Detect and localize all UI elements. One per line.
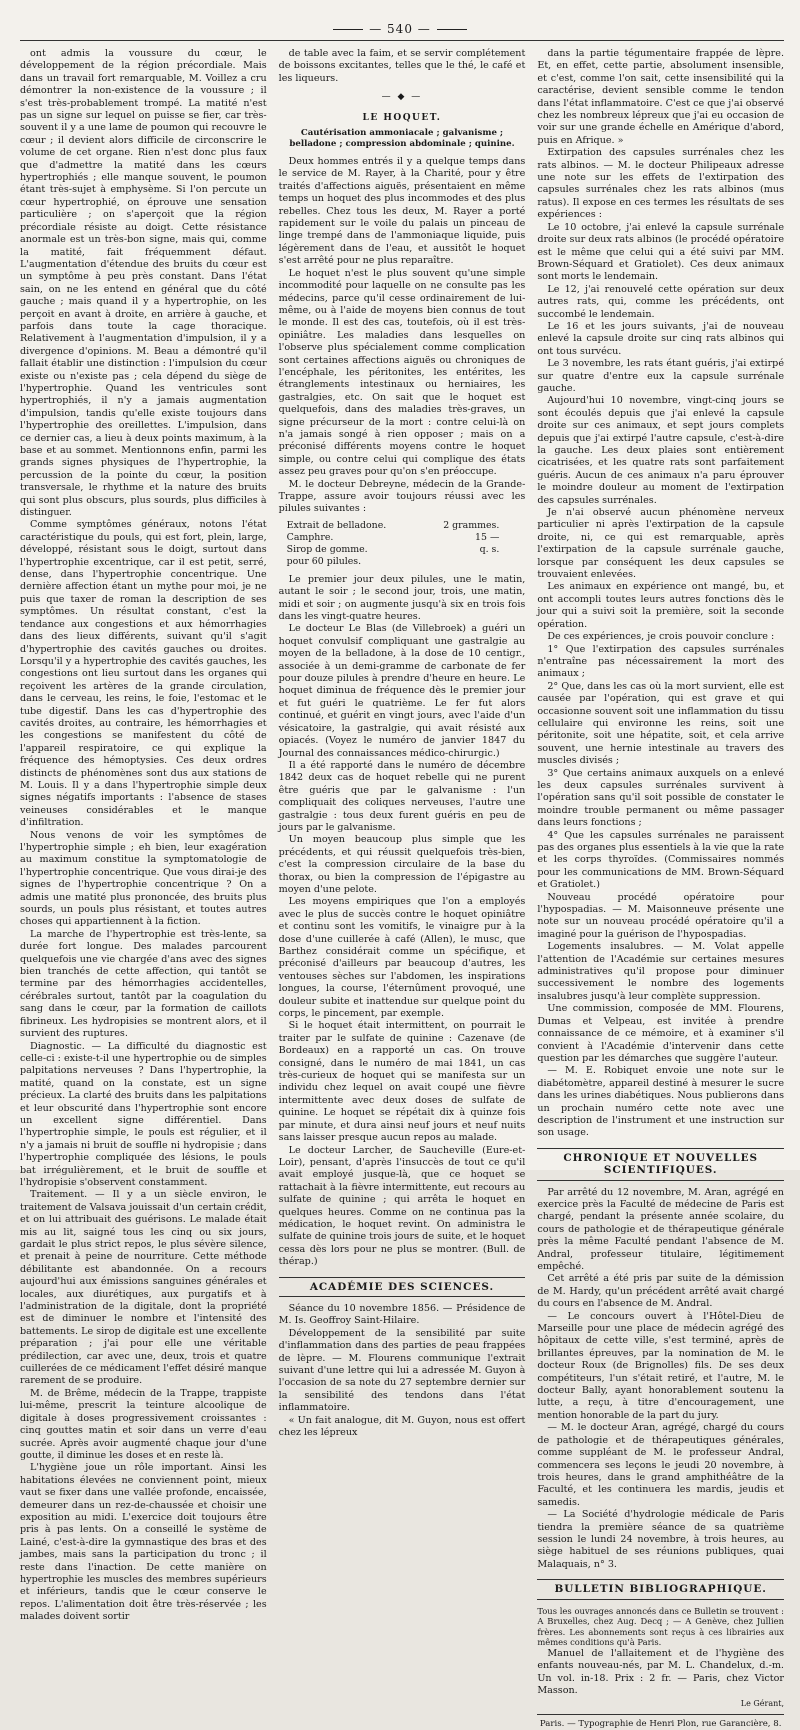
section-title-academie: ACADÉMIE DES SCIENCES.	[279, 1277, 526, 1297]
paragraph: L'hygiène joue un rôle important. Ainsi les habitations élevées ne conviennent point, mieux vaut se fixer dans une vallée profonde, encaissée, demeurer dans un rez-de-chaussée et choisir une exposition au midi. L'exercice doit toujours être pris à pas lents. On a conseillé le système de Lainé, c'est-à-dire la gymnastique des bras et des jambes, mais sans la participation du tronc ; il reste dans l'inaction. De cette manière on hypertrophie les muscles des membres supérieurs et inférieurs, tandis que le cœur conserve le repos. L'alimentation doit être très-réservée ; les malades doivent sortir	[20, 1462, 267, 1623]
paragraph: La marche de l'hypertrophie est très-lente, sa durée fort longue. Des malades parcourent quelquefois une vie chargée d'ans avec des signes bien tranchés de cette affection, qui tantôt se termine par des hémorrhagies accidentelles, cérébrales surtout, tantôt par la coagulation du sang dans le cœur, par la formation de caillots fibrineux. Les hydropisies se montrent alors, et il survient des ruptures.	[20, 928, 267, 1040]
paragraph: Comme symptômes généraux, notons l'état caractéristique du pouls, qui est fort, plein, large, développé, résistant sous le doigt, surtout dans l'hypertrophie excentrique, car il est petit, serré, dense, dans l'hypertrophie concentrique. Une dernière affection étant un mythe pour moi, je ne puis que taxer de roman la description de ses symptômes. Un résultat constant, c'est la tendance aux congestions et aux hémorrhagies dans des lieux différents, suivant qu'il s'agit d'hypertrophie des cavités gauches ou droites. Lorsqu'il y a hypertrophie des cavités gauches, les congestions ont lieu surtout dans les organes qui reçoivent les artères de la grande circulation, dans le cerveau, les reins, le foie, l'estomac et le tube digestif. Dans les cas d'hypertrophie des cavités droites, au contraire, les hémorrhagies et les congestions se manifestent du côté de l'appareil respiratoire, ce qui explique la fréquence des hémoptysies. Ces deux ordres distincts de phénomènes sont dus aux stations de M. Louis. Il y a dans l'hypertrophie simple deux signes négatifs importants : l'absence de stases veineuses considérables et le manque d'infiltration.	[20, 519, 267, 829]
academy-quote: « Un fait analogue, dit M. Guyon, nous est offert chez les lépreux	[278, 1414, 526, 1439]
column-middle	[279, 48, 526, 1730]
news-item: — M. le docteur Aran, agrégé, chargé du cours de pathologie et de thérapeutiques générales, comme suppléant de M. le professeur Andral, commencera ses leçons le jeudi 20 novembre, à trois heures, dans le grand amphithéâtre de la Faculté, et les continuera les mardis, jeudis et samedis.	[537, 1422, 784, 1508]
paragraph: 4° Que les capsules surrénales ne paraissent pas des organes plus essentiels à la vie que la rate et les corps thyroïdes. (Commissaires nommés pour les communications de MM. Brown-Séquard et Gratiolet.)	[537, 829, 784, 891]
recipe-item: pour 60 pilules.	[286, 555, 362, 567]
paragraph: Le 10 octobre, j'ai enlevé la capsule surrénale droite sur deux rats albinos (le procédé opératoire est le même que celui qui a été suivi par MM. Brown-Séquard et Gratiolet). Ces deux animaux sont morts le lendemain.	[537, 221, 784, 283]
column-right	[537, 48, 784, 1730]
recipe-item: Sirop de gomme.	[286, 543, 368, 555]
paragraph: Je n'ai observé aucun phénomène nerveux particulier ni après l'extirpation de la capsule droite, ni, ce qui est remarquable, après l'extirpation de la capsule surrénale gauche, lorsque par conséquent les deux capsules se trouvaient enlevées.	[537, 507, 784, 581]
recipe-qty: q. s.	[479, 543, 500, 555]
section-title-hoquet: LE HOQUET.	[362, 112, 442, 123]
news-item: — Le concours ouvert à l'Hôtel-Dieu de Marseille pour une place de médecin agrégé des hôpitaux de cette ville, s'est terminé, après de brillantes épreuves, par la nomination de M. le docteur Roux (de Brignolles) fils. De ses deux compétiteurs, l'un s'était retiré, et l'autre, M. le docteur Bally, ayant honorablement soutenu la lutte, a reçu, à titre d'encouragement, une mention honorable de la part du jury.	[537, 1310, 784, 1421]
paragraph: Le 3 novembre, les rats étant guéris, j'ai extirpé sur quatre d'entre eux la capsule surrénale gauche.	[537, 358, 784, 394]
paragraph: Le hoquet n'est le plus souvent qu'une simple incommodité pour laquelle on ne consulte pas les médecins, parce qu'il cesse ordinairement de lui-même, ou à l'aide de moyens bien connus de tout le monde. Il est des cas, toutefois, où il est très-opiniâtre. Les maladies dans lesquelles on l'observe plus spécialement comme complication sont certaines affections aiguës ou chroniques de l'encéphale, les péritonites, les entérites, les étranglements intestinaux ou herniaires, les gastralgies, etc. On sait que le hoquet est quelquefois, dans des maladies très-graves, un signe précurseur de la mort : contre celui-là on n'a jamais songé à rien opposer ; mais on a préconisé différents moyens contre le hoquet simple, ou contre celui qui complique des états assez peu graves pour qu'on s'en préoccupe.	[278, 267, 526, 478]
academy-session: Séance du 10 novembre 1856. — Présidence de M. Is. Geoffroy Saint-Hilaire.	[278, 1302, 526, 1327]
paragraph: Le 16 et les jours suivants, j'ai de nouveau enlevé la capsule droite sur cinq rats albinos qui ont tous survécu.	[537, 320, 784, 357]
paragraph: Les moyens empiriques que l'on a employés avec le plus de succès contre le hoquet opiniâtre et continu sont les vomitifs, le vinaigre pur à la dose d'une cuillerée à café (Allen), le musc, que Barthez considérait comme un spécifique, et préconisé d'ailleurs par beaucoup d'autres, les ventouses sèches sur l'abdomen, les inspirations longues, la course, l'éternûment provoqué, une douleur subite et inattendue sur quelque point du corps, le pincement, par exemple.	[278, 896, 526, 1020]
paragraph: 2° Que, dans les cas où la mort survient, elle est causée par l'opération, qui est grave et qui occasionne souvent soit une inflammation du tissu cellulaire qui environne les reins, soit une péritonite, soit une hépatite, soit, et cela arrive souvent, une hernie intestinale au travers des muscles divisés ;	[537, 680, 784, 767]
header-rule	[20, 40, 784, 41]
paragraph: Si le hoquet était intermittent, on pourrait le traiter par le sulfate de quinine : Cazenave (de Bordeaux) en a rapporté un cas. On trouve consigné, dans le numéro de mai 1841, un cas très-curieux de hoquet qui se manifesta sur un individu chez lequel on avait coupé une fièvre intermittente avec deux doses de sulfate de quinine. Le hoquet se répétait dix à quinze fois par minute, et dura ainsi neuf jours et neuf nuits sans laisser presque aucun repos au malade.	[278, 1020, 526, 1144]
paragraph: Logements insalubres. — M. Volat appelle l'attention de l'Académie sur certaines mesures administratives qu'il propose pour diminuer successivement le nombre des logements insalubres jusqu'à leur complète suppression.	[537, 941, 784, 1002]
paragraph: Une commission, composée de MM. Flourens, Dumas et Velpeau, est invitée à prendre connaissance de ce mémoire, et à examiner s'il convient à l'Académie d'intervenir dans cette question par les démarches que suggère l'auteur.	[537, 1003, 784, 1064]
paragraph: Deux hommes entrés il y a quelque temps dans le service de M. Rayer, à la Charité, pour y être traités d'affections aiguës, présentaient en même temps un hoquet des plus incommodes et des plus rebelles. Chez tous les deux, M. Rayer a porté rapidement sur le voile du palais un pinceau de linge trempé dans de l'ammoniaque liquide, puis légèrement dans de l'eau, et aussitôt le hoquet s'est arrêté pour ne plus reparaître.	[278, 156, 526, 267]
paragraph: Il a été rapporté dans le numéro de décembre 1842 deux cas de hoquet rebelle qui ne purent être guéris que par le galvanisme : l'un compliquait des coliques nerveuses, l'autre une gastralgie : tous deux furent guéris en peu de jours par le galvanisme.	[278, 759, 526, 833]
paragraph: Le docteur Larcher, de Saucheville (Eure-et-Loir), pensant, d'après l'insuccès de tout ce qu'il avait employé jusque-là, que ce hoquet se rattachait à la fièvre intermittente, eut recours au sulfate de quinine ; qui arrêta le hoquet en quelques heures. Comme on ne continua pas la médication, le hoquet revint. On administra le sulfate de quinine trois jours de suite, et le hoquet cessa dès lors pour ne plus se montrer. (Bull. de thérap.)	[278, 1144, 526, 1268]
gerant-signature: Le Gérant,	[740, 1698, 784, 1708]
recipe-line	[287, 532, 526, 544]
recipe-item: Camphre.	[286, 531, 334, 543]
paragraph: Le docteur Le Blas (de Villebroek) a guéri un hoquet convulsif compliquant une gastralgie au moyen de la belladone, à la dose de 10 centigr., associée à un demi-gramme de carbonate de fer pour douze pilules à prendre d'heure en heure. Le hoquet diminua de fréquence dès le premier jour et fut guéri le quatrième. Le fer fut alors continué, et guérit en vingt jours, avec l'aide d'un vésicatoire, la gastralgie, qui avait résisté aux opiacés. (Voyez le numéro de janvier 1847 du Journal des connaissances médico-chirurgic.)	[278, 623, 526, 759]
page-number: — 540 —	[0, 22, 800, 36]
paragraph: Diagnostic. — La difficulté du diagnostic est celle-ci : existe-t-il une hypertrophie ou de simples palpitations nerveuses ? Dans l'hypertrophie, la matité, quand on la constate, est un signe précieux. La clarté des bruits dans les palpitations et leur obscurité dans l'hypertrophie sont encore un excellent signe différentiel. Dans l'hypertrophie simple, le pouls est régulier, et il n'y a jamais ni bruit de souffle ni hydropisie ; dans l'hypertrophie compliquée des lésions, le pouls bat irrégulièrement, et le bruit de souffle et l'hydropisie s'observent constamment.	[20, 1040, 267, 1188]
bulletin-note: Tous les ouvrages annoncés dans ce Bulletin se trouvent : A Bruxelles, chez Aug. Decq ; — A Genève, chez Jullien frères. Les abonnements sont reçus à ces librairies aux mêmes conditions qu'à Paris.	[537, 1605, 784, 1648]
hoquet-intro: de table avec la faim, et se servir complétement de boissons excitantes, telles que le thé, le café et les liqueurs.	[278, 48, 526, 84]
recipe-line	[287, 544, 526, 556]
section-subtitle-hoquet: Cautérisation ammoniacale ; galvanisme ; belladone ; compression abdominale ; quinine.	[289, 128, 515, 150]
recipe-qty: 2 grammes.	[443, 519, 500, 531]
column-left	[20, 48, 267, 1730]
paragraph: Un moyen beaucoup plus simple que les précédents, et qui réussit quelquefois très-bien, c'est la compression circulaire de la base du thorax, ou bien la compression de l'épigastre au moyen d'une pelote.	[278, 834, 526, 895]
paragraph: Aujourd'hui 10 novembre, vingt-cinq jours se sont écoulés depuis que j'ai enlevé la capsule droite sur ces animaux, et sept jours complets depuis que j'ai extirpé l'autre capsule, c'est-à-dire la gauche. Les deux plaies sont entièrement cicatrisées, et les quatre rats sont parfaitement guéris. Aucun de ces animaux n'a paru éprouver le moindre douleur au moment de l'extirpation des capsules surrénales.	[537, 395, 784, 506]
news-item: Par arrêté du 12 novembre, M. Aran, agrégé en exercice près la Faculté de médecine de Paris est chargé, pendant la présente année scolaire, du cours de pathologie et de thérapeutique générale près la même Faculté pendant l'absence de M. Andral, professeur titulaire, légitimement empêché.	[537, 1186, 784, 1272]
paragraph: De ces expériences, je crois pouvoir conclure :	[547, 631, 775, 643]
paragraph: ont admis la voussure du cœur, le développement de la région précordiale. Mais dans un travail fort remarquable, M. Voillez a cru démontrer la non-existence de la voussure ; il s'est très-probablement trompé. La matité n'est pas un signe sur lequel on puisse se fier, car très-souvent il y a une lame de poumon qui recouvre le cœur ; il devient alors difficile de circonscrire le volume de cet organe. Rien n'est donc plus faux que d'admettre la matité dans les cœurs hypertrophiés ; elle manque souvent, le poumon étant très-sujet à emphysème. Si l'on percute un cœur hypertrophié, on éprouve une sensation particulière ; on s'aperçoit que la région précordiale résiste au doigt. Cette résistance anormale est un très-bon signe, mais qui, comme la matité, fait fréquemment défaut. L'augmentation d'étendue des bruits du cœur est un symptôme à peu près constant. Dans l'état sain, on ne les entend en général que du côté gauche ; mais quand il y a hypertrophie, on les perçoit en avant à droite, en arrière à gauche, et parfois dans toute la cage thoracique. Relativement à l'augmentation d'impulsion, il y a divergence d'opinions. M. Beau a démontré qu'il fallait établir une distinction : l'impulsion du cœur existe ou n'existe pas ; cela dépend du siège de l'hypertrophie. Quand les ventricules sont hypertrophiés, il n'y a jamais augmentation d'impulsion, tandis qu'elle existe toujours dans l'hypertrophie des oreillettes. L'impulsion, dans ce dernier cas, a lieu à deux points maximum, à la base et au sommet. Mentionnons enfin, parmi les grands signes physiques de l'hypertrophie, la percussion de la pointe du cœur, la position transversale, le rhythme et la nature des bruits qui sont plus obscurs, plus sourds, plus difficiles à distinguer.	[20, 48, 267, 519]
news-item: Cet arrêté a été pris par suite de la démission de M. Hardy, qu'un précédent arrêté avait chargé du cours en l'absence de M. Andral.	[537, 1273, 784, 1310]
recipe	[287, 520, 526, 568]
paragraph: Les animaux en expérience ont mangé, bu, et ont accompli toutes leurs autres fonctions dès le jour qui a suivi soit la première, soit la seconde opération.	[537, 581, 784, 630]
paragraph: Le 12, j'ai renouvelé cette opération sur deux autres rats, qui, comme les précédents, ont succombé le lendemain.	[537, 283, 784, 320]
paragraph: Le premier jour deux pilules, une le matin, autant le soir ; le second jour, trois, une matin, midi et soir ; on augmente jusqu'à six en trois fois dans les vingt-quatre heures.	[278, 573, 526, 623]
paragraph: dans la partie tégumentaire frappée de lèpre. Et, en effet, cette partie, absolument insensible, et c'est, comme l'on sait, cette insensibilité qui la caractérise, devient sensible comme le tendon dans l'état inflammatoire. C'est ce que j'ai observé chez les nombreux lépreux que j'ai eu occasion de voir sur une grande échelle en Amérique d'abord, puis en Afrique. »	[537, 48, 784, 146]
bulletin-entry: Manuel de l'allaitement et de l'hygiène des enfants nouveau-nés, par M. L. Chandelux, d.-m. Un vol. in-18. Prix : 2 fr. — Paris, chez Victor Masson.	[537, 1647, 784, 1697]
printer-line: Paris. — Typographie de Henri Plon, rue Garancière, 8.	[537, 1714, 784, 1730]
paragraph: Nouveau procédé opératoire pour l'hypospadias. — M. Maisonneuve présente une note sur un nouveau procédé opératoire qu'il a imaginé pour la guérison de l'hypospadias.	[537, 891, 784, 940]
recipe-line	[287, 556, 526, 568]
news-item: — La Société d'hydrologie médicale de Paris tiendra la première séance de sa quatrième session le lundi 24 novembre, à trois heures, au siège habituel de ses réunions publiques, quai Malaquais, n° 3.	[537, 1509, 784, 1570]
paragraph: M. de Brême, médecin de la Trappe, trappiste lui-même, prescrit la teinture alcoolique de digitale à doses progressivement croissantes : cinq gouttes matin et soir dans un verre d'eau sucrée. Après avoir augmenté chaque jour d'une goutte, il diminue les doses et en reste là.	[20, 1387, 267, 1461]
recipe-qty: 15 —	[475, 531, 500, 543]
paragraph: M. le docteur Debreyne, médecin de la Grande-Trappe, assure avoir toujours réussi avec les pilules suivantes :	[278, 478, 526, 515]
paragraph: 1° Que l'extirpation des capsules surrénales n'entraîne pas nécessairement la mort des animaux ;	[537, 643, 784, 680]
recipe-item: Extrait de belladone.	[286, 519, 387, 531]
section-ornament: — ◆ —	[381, 92, 423, 103]
paragraph: Nous venons de voir les symptômes de l'hypertrophie simple ; eh bien, leur exagération au maximum constitue la symptomatologie de l'hypertrophie concentrique. Que vous dirai-je des signes de l'hypertrophie concentrique ? On a admis une matité plus prononcée, des bruits plus sourds, un pouls plus résistant, et toutes autres choses qui appartiennent à la fiction.	[20, 829, 267, 928]
academy-lead: Développement de la sensibilité par suite d'inflammation dans des parties de peau frappées de lèpre. — M. Flourens communique l'extrait suivant d'une lettre qui lui a adressée M. Guyon à l'occasion de sa note du 27 septembre dernier sur la sensibilité des tendons dans l'état inflammatoire.	[278, 1327, 526, 1414]
paragraph: 3° Que certains animaux auxquels on a enlevé les deux capsules surrénales survivent à l'opération sans qu'il soit possible de constater le moindre trouble permanent ou même passager dans leurs fonctions ;	[537, 767, 784, 829]
paragraph: Extirpation des capsules surrénales chez les rats albinos. — M. le docteur Philipeaux adresse une note sur les effets de l'extirpation des capsules surrénales chez les rats albinos (mus ratus). Il expose en ces termes les résultats de ses expériences :	[537, 147, 784, 221]
section-title-chronique: CHRONIQUE ET NOUVELLES SCIENTIFIQUES.	[537, 1148, 784, 1181]
recipe-line	[287, 520, 526, 532]
paragraph: Traitement. — Il y a un siècle environ, le traitement de Valsava jouissait d'un certain crédit, et on lui attribuait des guérisons. Le malade était mis au lit, saigné tous les cinq ou six jours, gardait le plus strict repos, le plus sévère silence, et prenait à peine de nourriture. Cette méthode débilitante est abandonnée. On a recours aujourd'hui aux émissions sanguines générales et locales, aux diurétiques, aux purgatifs et à l'administration de la digitale, dont la propriété est de diminuer le nombre et l'intensité des battements. Le sirop de digitale est une excellente préparation ; j'ai pour elle une véritable prédilection, car avec une, deux, trois et quatre cuillerées de ce médicament l'effet désiré manque rarement de se produire.	[20, 1189, 267, 1387]
paragraph: — M. E. Robiquet envoie une note sur le diabétomètre, appareil destiné à mesurer le sucre dans les urines diabétiques. Nous publierons dans un prochain numéro cette note avec une description de l'instrument et une instruction sur son usage.	[537, 1065, 784, 1139]
text-columns	[20, 48, 784, 1729]
section-title-bulletin: BULLETIN BIBLIOGRAPHIQUE.	[537, 1579, 784, 1599]
